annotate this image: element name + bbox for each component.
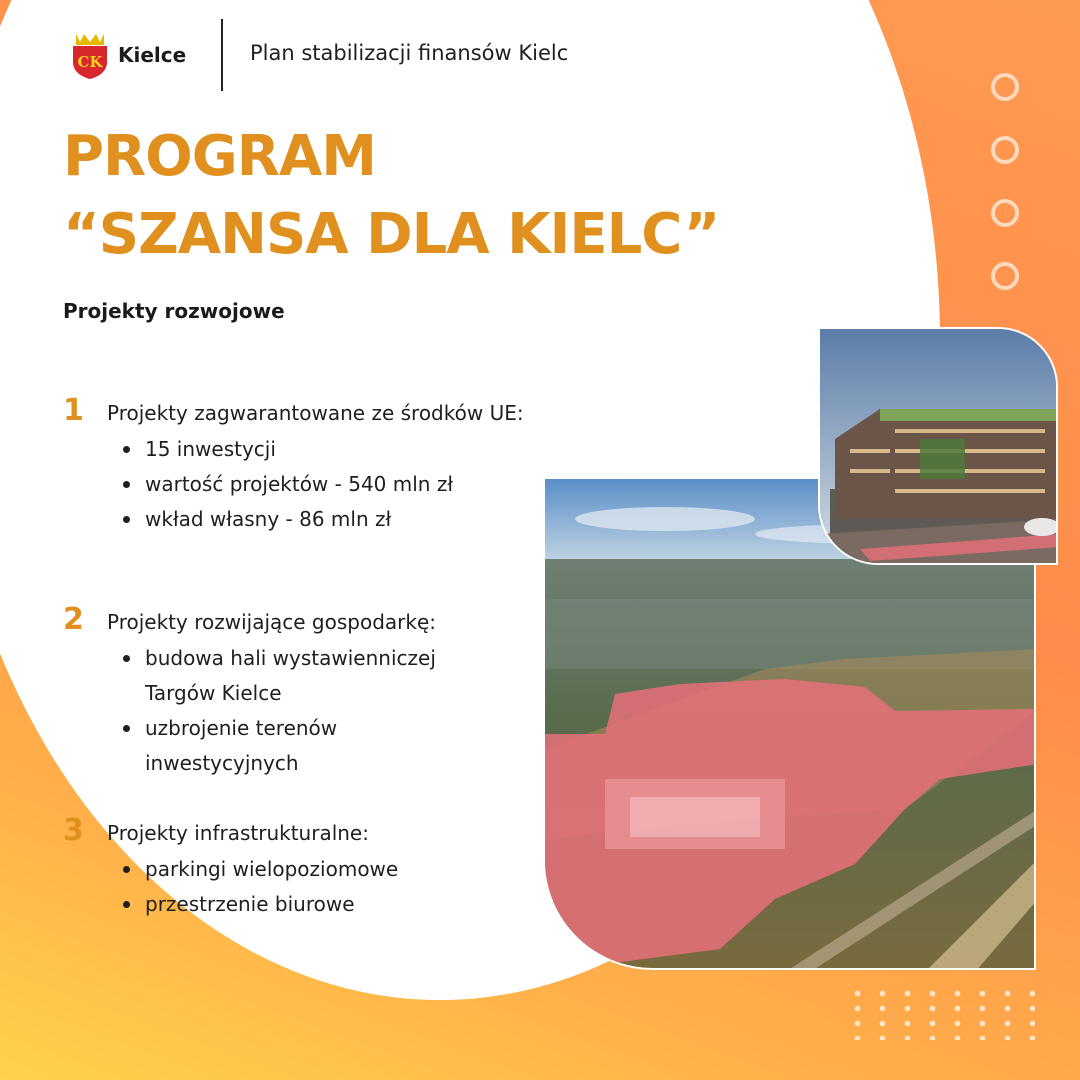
decorative-ring-icon	[991, 262, 1019, 290]
office-building-photo-icon	[820, 329, 1058, 565]
section-number: 2	[63, 602, 84, 637]
project-section-2	[63, 602, 543, 781]
project-section-3	[63, 813, 543, 922]
section-bullet-list	[63, 852, 543, 922]
section-subtitle: Projekty rozwojowe	[63, 299, 285, 323]
section-heading: Projekty infrastrukturalne:	[107, 821, 369, 845]
svg-text:CK: CK	[77, 53, 103, 71]
office-building-photo	[818, 327, 1058, 565]
kielce-logo	[70, 30, 186, 80]
decorative-ring-icon	[991, 199, 1019, 227]
logo-name: Kielce	[118, 43, 187, 67]
bullet-item: parkingi wielopoziomowe	[145, 852, 543, 887]
section-heading: Projekty rozwijające gospodarkę:	[107, 610, 437, 634]
header-divider	[221, 19, 223, 91]
section-bullet-list	[63, 432, 543, 537]
bullet-item: 15 inwestycji	[145, 432, 543, 467]
section-number: 3	[63, 813, 84, 848]
bullet-item: uzbrojenie terenów inwestycyjnych	[145, 711, 475, 781]
city-crest-icon	[70, 30, 110, 80]
bullet-item: wartość projektów - 540 mln zł	[145, 467, 543, 502]
main-title	[63, 118, 719, 274]
decorative-ring-icon	[991, 73, 1019, 101]
section-number: 1	[63, 393, 84, 428]
main-title-line-1: PROGRAM	[63, 124, 376, 189]
decorative-ring-icon	[991, 136, 1019, 164]
section-heading: Projekty zagwarantowane ze środków UE:	[107, 401, 524, 425]
section-bullet-list	[63, 641, 475, 781]
project-section-1	[63, 393, 543, 537]
bullet-item: wkład własny - 86 mln zł	[145, 502, 543, 537]
bullet-item: przestrzenie biurowe	[145, 887, 543, 922]
main-title-line-2: “SZANSA DLA KIELC”	[63, 202, 720, 267]
page-header-title: Plan stabilizacji finansów Kielc	[250, 41, 569, 65]
bullet-item: budowa hali wystawienniczej Targów Kielce	[145, 641, 475, 711]
decorative-dot-grid	[845, 986, 1035, 1040]
